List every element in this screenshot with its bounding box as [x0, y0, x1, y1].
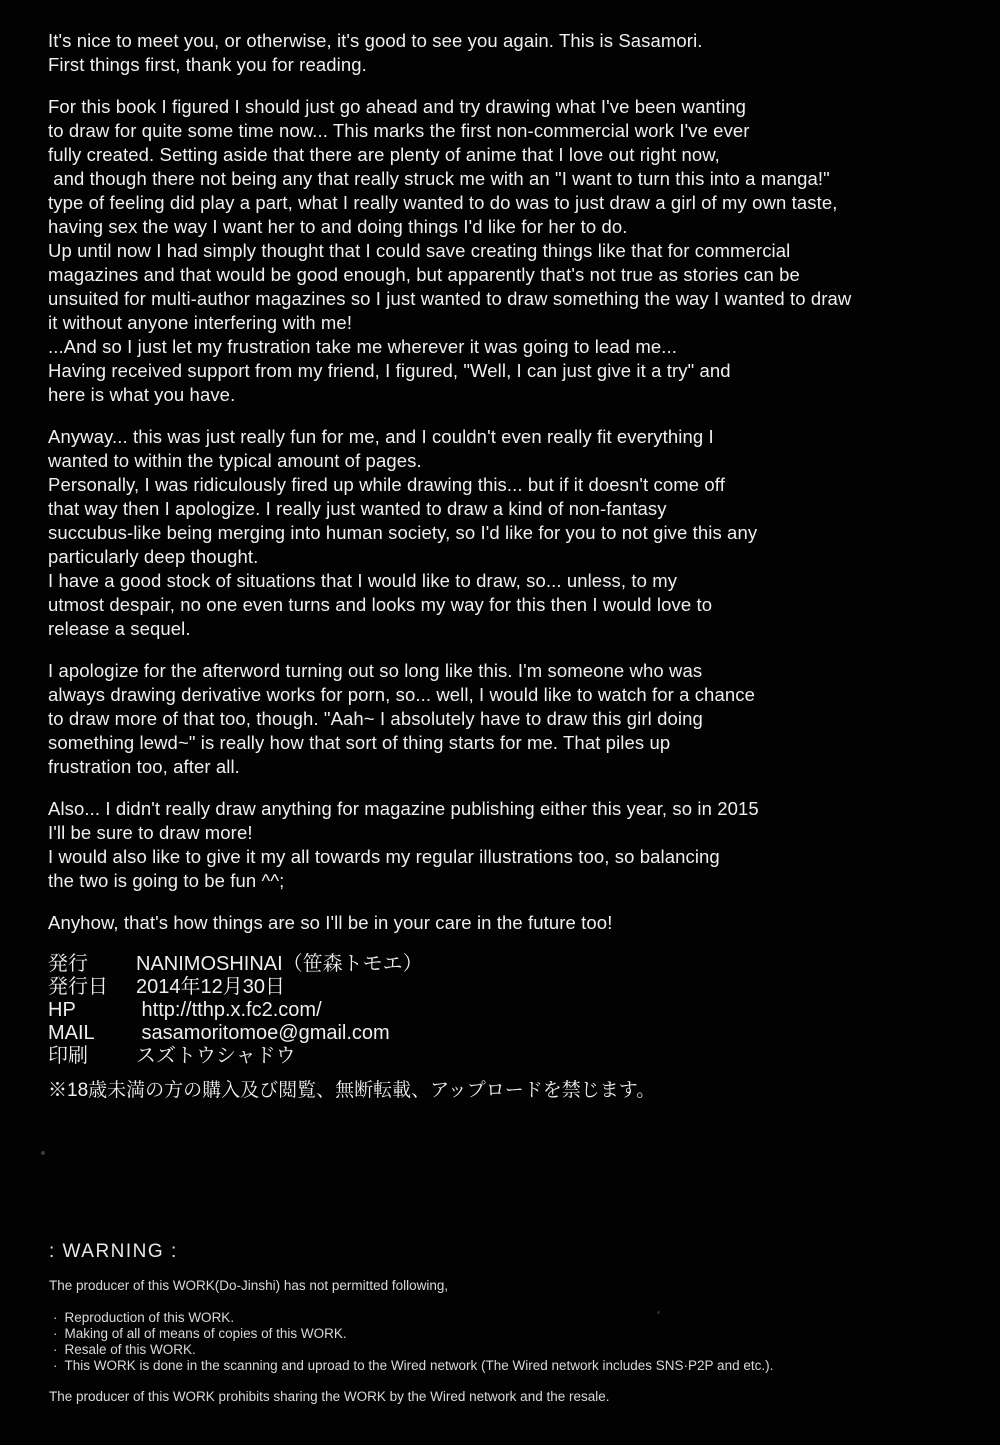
- afterword-line: I have a good stock of situations that I would like to draw, so... unless, to my: [48, 570, 678, 591]
- afterword-line: I apologize for the afterword turning out so long like this. I'm someone who was: [48, 660, 703, 681]
- colophon-value: sasamoritomoe@gmail.com: [136, 1022, 390, 1044]
- warning-item: [49, 1326, 969, 1342]
- afterword-paragraph: [48, 29, 992, 77]
- afterword-paragraph: [48, 425, 992, 641]
- afterword-line: Up until now I had simply thought that I could save creating things like that for commercial: [48, 240, 791, 261]
- afterword-line: utmost despair, no one even turns and looks my way for this then I would love to: [48, 594, 713, 615]
- colophon-label: MAIL: [48, 1022, 95, 1044]
- afterword-line: wanted to within the typical amount of pages.: [48, 450, 422, 471]
- bullet-dot: ·: [53, 1326, 58, 1341]
- age-restriction-notice: ※18歳未満の方の購入及び閲覧、無断転載、アップロードを禁じます。: [48, 1080, 656, 1101]
- afterword-line: something lewd~" is really how that sort of thing starts for me. That piles up: [48, 732, 671, 753]
- warning-title: : WARNING :: [49, 1241, 178, 1262]
- colophon-label: 発行日: [48, 976, 108, 998]
- afterword-line: particularly deep thought.: [48, 546, 259, 567]
- afterword-paragraph: [48, 911, 992, 935]
- colophon-row: [48, 1045, 992, 1068]
- colophon-label: 印刷: [48, 1045, 88, 1067]
- afterword-line: release a sequel.: [48, 618, 191, 639]
- afterword-line: Anyhow, that's how things are so I'll be in your care in the future too!: [48, 912, 613, 933]
- warning-item: [49, 1342, 969, 1358]
- afterword-line: ...And so I just let my frustration take me wherever it was going to lead me...: [48, 336, 677, 357]
- warning-footer: The producer of this WORK prohibits sharing the WORK by the Wired network and the resale.: [49, 1389, 610, 1404]
- warning-item: [49, 1358, 969, 1374]
- colophon-label: HP: [48, 999, 76, 1021]
- scan-speck: [41, 1151, 45, 1155]
- colophon-label: 発行: [48, 953, 88, 975]
- afterword-line: It's nice to meet you, or otherwise, it's good to see you again. This is Sasamori.: [48, 30, 703, 51]
- warning-intro: The producer of this WORK(Do-Jinshi) has not permitted following,: [49, 1278, 449, 1293]
- afterword-line: that way then I apologize. I really just wanted to draw a kind of non-fantasy: [48, 498, 667, 519]
- afterword-line: type of feeling did play a part, what I really wanted to do was to just draw a girl of my own taste,: [48, 192, 838, 213]
- afterword-line: fully created. Setting aside that there are plenty of anime that I love out right now,: [48, 144, 720, 165]
- warning-item-text: Reproduction of this WORK.: [64, 1310, 235, 1325]
- afterword-line: For this book I figured I should just go ahead and try drawing what I've been wanting: [48, 96, 746, 117]
- afterword-line: and though there not being any that really struck me with an "I want to turn this into a manga!": [48, 168, 830, 189]
- afterword-line: the two is going to be fun ^^;: [48, 870, 285, 891]
- afterword-paragraph: [48, 95, 992, 407]
- afterword-text: [48, 29, 992, 935]
- colophon-row: [48, 999, 992, 1022]
- afterword-line: having sex the way I want her to and doing things I'd like for her to do.: [48, 216, 628, 237]
- bullet-dot: ·: [53, 1358, 58, 1373]
- afterword-line: First things first, thank you for reading.: [48, 54, 367, 75]
- afterword-line: Having received support from my friend, I figured, "Well, I can just give it a try" and: [48, 360, 731, 381]
- afterword-line: here is what you have.: [48, 384, 236, 405]
- warning-item-text: This WORK is done in the scanning and uproad to the Wired network (The Wired network includes SNS·P2P and etc.).: [64, 1358, 774, 1373]
- colophon-value: NANIMOSHINAI（笹森トモエ）: [136, 953, 423, 975]
- afterword-line: magazines and that would be good enough, but apparently that's not true as stories can be: [48, 264, 800, 285]
- colophon-value: http://tthp.x.fc2.com/: [136, 999, 322, 1021]
- afterword-line: always drawing derivative works for porn, so... well, I would like to watch for a chance: [48, 684, 755, 705]
- afterword-line: Personally, I was ridiculously fired up while drawing this... but if it doesn't come off: [48, 474, 725, 495]
- bullet-dot: ·: [53, 1342, 58, 1357]
- afterword-line: to draw more of that too, though. "Aah~ I absolutely have to draw this girl doing: [48, 708, 703, 729]
- warning-item: [49, 1310, 969, 1326]
- afterword-line: Also... I didn't really draw anything for magazine publishing either this year, so in 2015: [48, 798, 759, 819]
- warning-item-text: Resale of this WORK.: [64, 1342, 196, 1357]
- afterword-line: it without anyone interfering with me!: [48, 312, 353, 333]
- warning-item-text: Making of all of means of copies of this WORK.: [64, 1326, 347, 1341]
- colophon-value: スズトウシャドウ: [136, 1045, 296, 1067]
- afterword-line: I would also like to give it my all towards my regular illustrations too, so balancing: [48, 846, 720, 867]
- colophon-row: [48, 1022, 992, 1045]
- afterword-line: I'll be sure to draw more!: [48, 822, 253, 843]
- afterword-line: Anyway... this was just really fun for me, and I couldn't even really fit everything I: [48, 426, 714, 447]
- afterword-paragraph: [48, 797, 992, 893]
- afterword-line: unsuited for multi-author magazines so I just wanted to draw something the way I wanted to draw: [48, 288, 852, 309]
- colophon-row: [48, 953, 992, 976]
- colophon-row: [48, 976, 992, 999]
- afterword-paragraph: [48, 659, 992, 779]
- colophon-value: 2014年12月30日: [136, 976, 285, 998]
- colophon: [48, 953, 992, 1068]
- afterword-line: succubus-like being merging into human society, so I'd like for you to not give this any: [48, 522, 758, 543]
- afterword-flow: [48, 29, 992, 1103]
- warning-section: [49, 1240, 969, 1405]
- afterword-line: to draw for quite some time now... This marks the first non-commercial work I've ever: [48, 120, 750, 141]
- afterword-line: frustration too, after all.: [48, 756, 240, 777]
- warning-list: [49, 1310, 969, 1374]
- bullet-dot: ·: [53, 1310, 58, 1325]
